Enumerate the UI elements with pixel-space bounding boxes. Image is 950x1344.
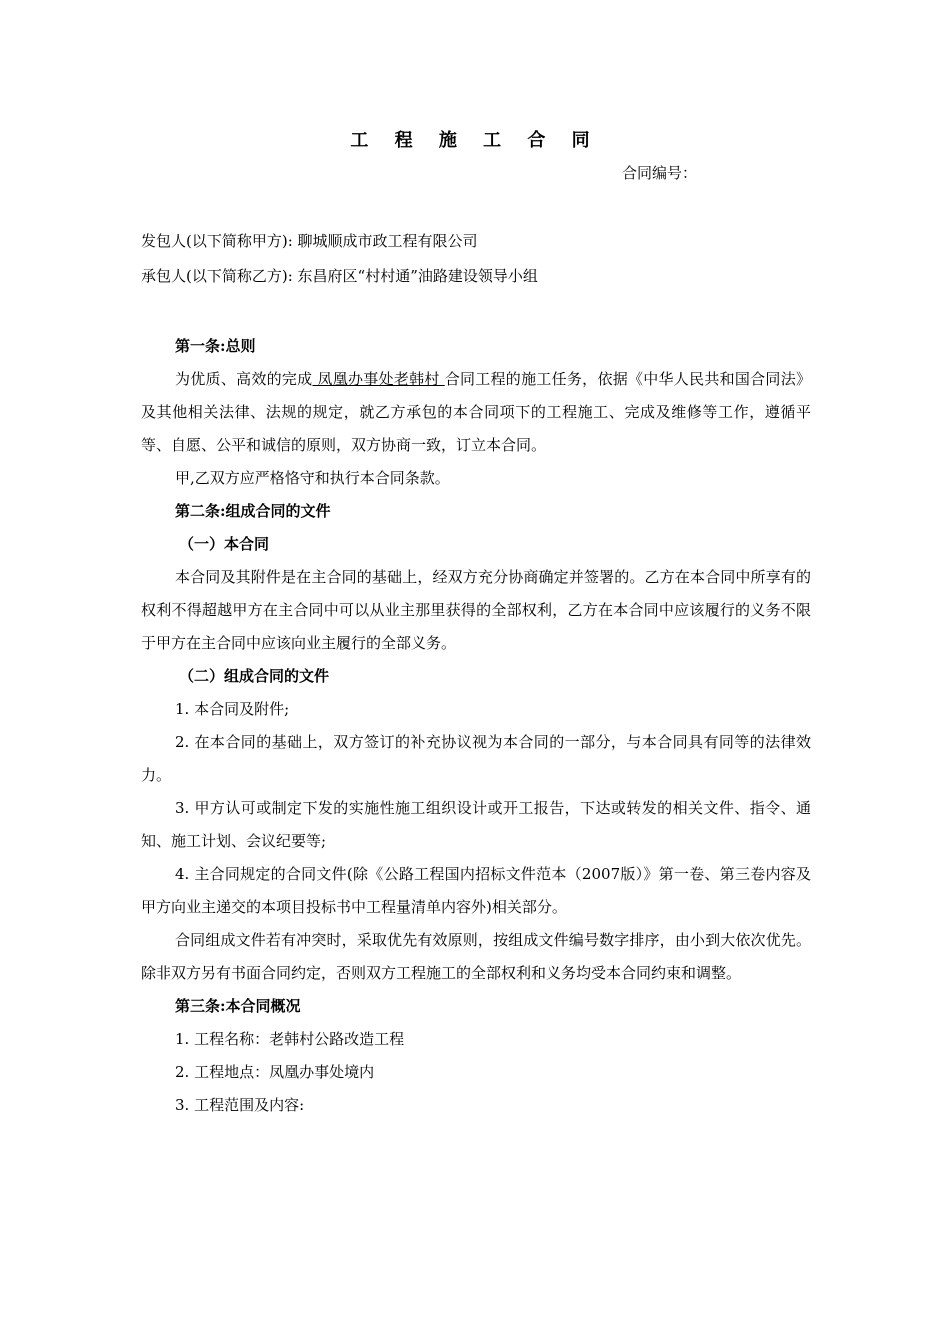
contract-number-label: 合同编号： — [622, 164, 698, 182]
party-a: 发包人(以下简称甲方): 聊城顺成市政工程有限公司 — [141, 232, 478, 250]
article2-item2: 2. 在本合同的基础上，双方签订的补充协议视为本合同的一部分，与本合同具有同等的法律效力。 — [141, 733, 811, 784]
article1-p1-pre: 为优质、高效的完成 — [175, 370, 313, 388]
article2-heading: 第二条:组成合同的文件 — [175, 502, 331, 520]
article1-p1-post: 合同工程的施工任务，依据《中华人民共和国合同法》及其他相关法律、法规的规定，就乙方承包的本合同项下的工程施工、完成及维修等工作，遵循平等、自愿、公平和诚信的原则，双方协商一致，订立本合同。 — [141, 370, 811, 454]
article1-heading: 第一条:总则 — [175, 337, 256, 355]
article2-sub1-text: 本合同及其附件是在主合同的基础上，经双方充分协商确定并签署的。乙方在本合同中所享有的权利不得超越甲方在主合同中可以从业主那里获得的全部权利，乙方在本合同中应该履行的义务不限于甲方在主合同中应该向业主履行的全部义务。 — [141, 568, 811, 652]
article3-item1: 1. 工程名称：老韩村公路改造工程 — [175, 1030, 405, 1048]
article1-paragraph2: 甲,乙双方应严格恪守和执行本合同条款。 — [175, 469, 450, 487]
article2-conflict-rule: 合同组成文件若有冲突时，采取优先有效原则，按组成文件编号数字排序，由小到大依次优先。除非双方另有书面合同约定，否则双方工程施工的全部权利和义务均受本合同约束和调整。 — [141, 931, 811, 982]
article2-sub2-heading: （二）组成合同的文件 — [179, 667, 330, 685]
article1-paragraph1 — [141, 363, 811, 462]
article2-item4: 4. 主合同规定的合同文件(除《公路工程国内招标文件范本（2007版）》第一卷、第三卷内容及甲方向业主递交的本项目投标书中工程量清单内容外)相关部分。 — [141, 865, 811, 916]
article3-item3: 3. 工程范围及内容: — [175, 1096, 305, 1114]
document-title: 工 程 施 工 合 同 — [350, 130, 600, 151]
project-name-underlined: 凤凰办事处老韩村 — [312, 370, 445, 388]
article3-heading: 第三条:本合同概况 — [175, 997, 301, 1015]
article2-item1: 1. 本合同及附件; — [175, 700, 290, 718]
article2-sub1-heading: （一）本合同 — [179, 535, 270, 553]
article2-item3: 3. 甲方认可或制定下发的实施性施工组织设计或开工报告，下达或转发的相关文件、指令、通知、施工计划、会议纪要等; — [141, 799, 811, 850]
contract-body — [141, 330, 811, 1122]
article3-item2: 2. 工程地点：凤凰办事处境内 — [175, 1063, 375, 1081]
party-b: 承包人(以下简称乙方): 东昌府区“村村通”油路建设领导小组 — [141, 267, 538, 285]
